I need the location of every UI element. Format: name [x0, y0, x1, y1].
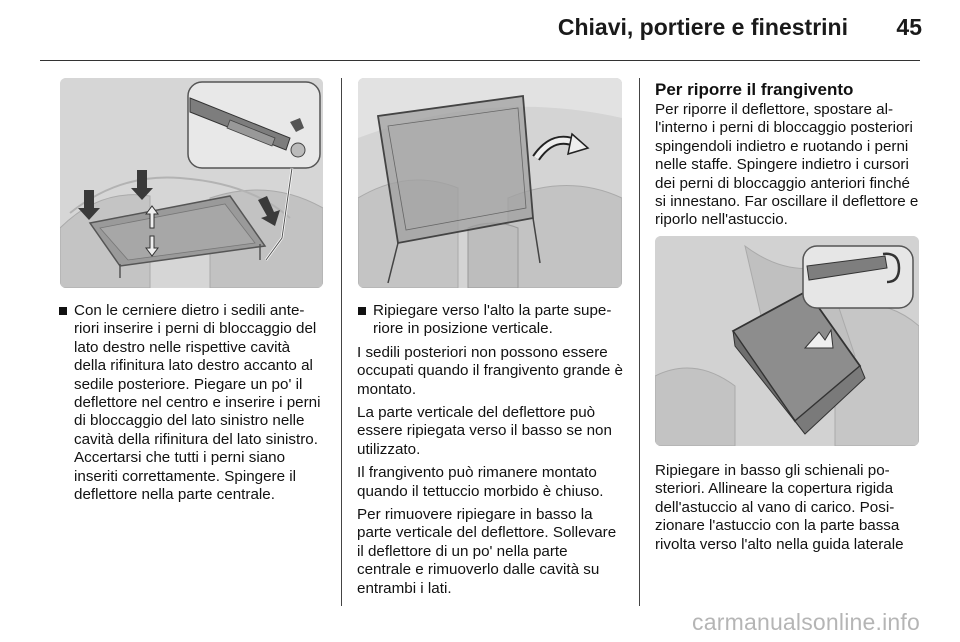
column-2-bullet-1-text: Ripiegare verso l'alto la parte superiore in posizione verticale. [373, 302, 612, 338]
page-number: 45 [896, 14, 922, 40]
column-2-paragraph-1: I sedili posteriori non possono essere occupati quando il frangivento grande è montato. [357, 343, 623, 398]
column-2-text [357, 302, 624, 603]
page-header-title: Chiavi, portiere e finestrini [557, 14, 848, 40]
fold-illustration-svg [358, 78, 622, 288]
install-illustration-svg [60, 78, 323, 288]
bullet-square-icon [358, 307, 366, 315]
section-heading: Per riporre il frangivento [655, 80, 854, 99]
column-3-paragraph-1: Ripiegare in basso gli schienali posteriori. Allineare la copertura rigida dell'astuccio al vano di carico. Posizionare l'astuccio con la parte bassa rivolta verso l'alto nella guida laterale [655, 462, 904, 553]
header-rule [40, 60, 920, 61]
deflector-storage-bag-illustration [655, 236, 919, 446]
column-3-bottom-text [655, 462, 923, 559]
column-2-paragraph-3: Il frangivento può rimanere montato quando il tettuccio morbido è chiuso. [357, 464, 604, 500]
column-1-bullet-1-text: Con le cerniere dietro i sedili anteriori inserire i perni di bloccaggio del lato destro nelle rispettive cavità della rifinitura lato destro accanto al sedile posteriore. Piegare un po' il deflettore nel centro e inserire i perni di bloccaggio del lato sinistro nelle cavità della rifinitura del lato sinistro. Accertarsi che tutti i perni siano inseriti correttamente. Spingere il deflettore nella parte centrale. [74, 302, 321, 504]
wind-deflector-install-illustration [60, 78, 323, 288]
column-2-paragraph-4: Per rimuovere ripiegare in basso la parte verticale del deflettore. Sollevare il deflettore di un po' nella parte centrale e rimuoverlo dalle cavità su entrambi i lati. [357, 506, 617, 597]
bullet-square-icon [59, 307, 67, 315]
column-3-intro: Per riporre il deflettore, spostare all'interno i perni di bloccaggio posteriori spingendoli indietro e ruotando i perni nelle staffe. Spingere indietro i cursori dei perni di bloccaggio anteriori finché si innestano. Far oscillare il deflettore e riporlo nell'astuccio. [655, 101, 919, 229]
column-1-bullet-1 [58, 302, 324, 504]
column-3-top-text [655, 80, 923, 235]
column-divider-2 [639, 78, 640, 606]
storage-illustration-svg [655, 236, 919, 446]
wind-deflector-fold-illustration [358, 78, 622, 288]
watermark: carmanualsonline.info [692, 609, 920, 635]
column-divider-1 [341, 78, 342, 606]
column-2-bullet-1 [357, 302, 624, 339]
column-1-text [58, 302, 324, 509]
column-2-paragraph-2: La parte verticale del deflettore può essere ripiegata verso il basso se non utilizzato. [357, 404, 612, 458]
